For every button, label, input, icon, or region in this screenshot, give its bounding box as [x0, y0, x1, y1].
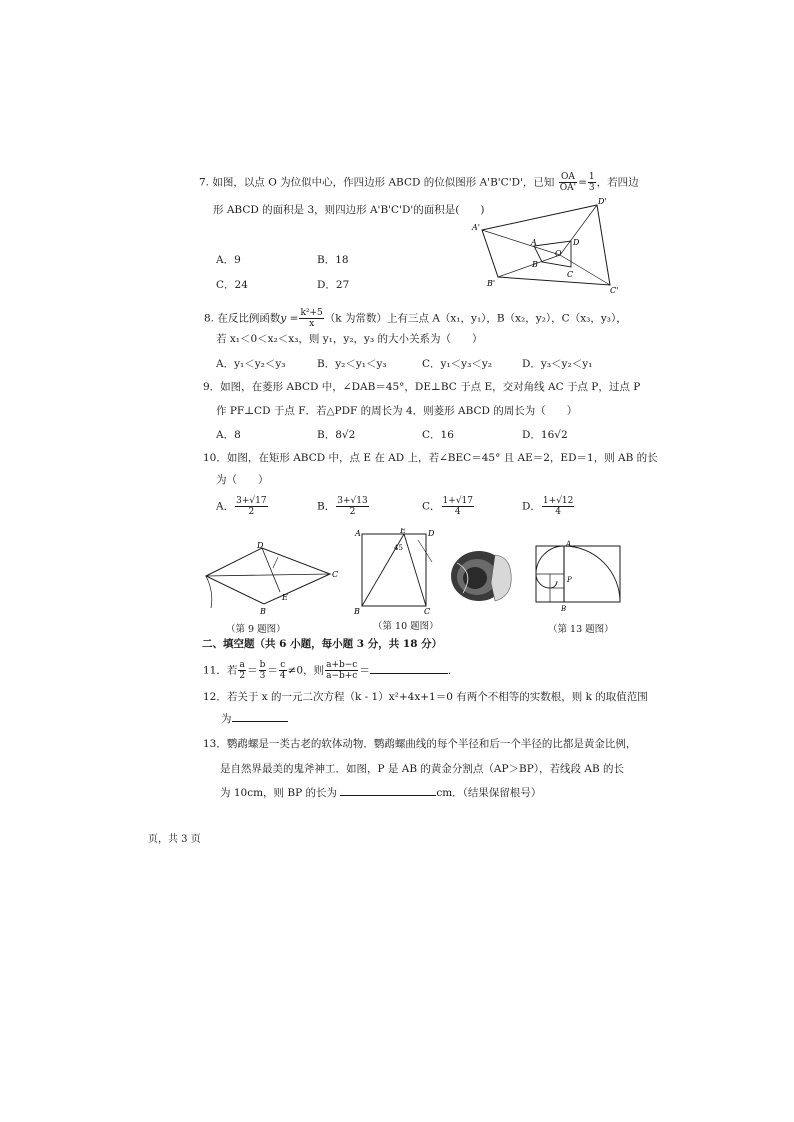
q7-label-b: B — [532, 260, 538, 269]
page-footer: 页，共 3 页 — [148, 834, 201, 845]
fig10-caption: （第 10 题图） — [373, 621, 439, 632]
q7-line1: 7. 如图，以点 O 为位似中心，作四边形 ABCD 的位似图形 A'B'C'D'，已知 $\frac{OA}{OA'}$ = $\frac{1}{3}$ ，若四边 — [199, 172, 639, 193]
q9-option-d: D．16√2 — [522, 429, 568, 441]
q9-label-b: B — [260, 607, 266, 616]
q7-option-c: C．24 — [216, 279, 248, 291]
q9-line1: 9．如图，在菱形 ABCD 中，∠DAB＝45°，DE⊥BC 于点 E，交对角线 AC 于点 P，过点 P — [203, 381, 641, 393]
shell-opening — [491, 555, 511, 601]
q10-label-a: A — [355, 529, 361, 538]
q9-option-c: C．16 — [422, 429, 454, 441]
q9-label-d: D — [257, 541, 264, 550]
q13-label-a: A — [566, 540, 572, 548]
q12-line1: 12．若关于 x 的一元二次方程（k - 1）x²+4x+1＝0 有两个不相等的实数根，则 k 的取值范围 — [203, 691, 648, 703]
nautilus-shell-image — [445, 543, 519, 605]
q8-option-d: D．y₃＜y₂＜y₁ — [522, 358, 593, 370]
q13-line3: 为 10cm，则 BP 的长为 cm．（结果保留根号） — [220, 787, 542, 799]
q12-answer-blank[interactable] — [232, 721, 288, 722]
q13-label-b: B — [561, 605, 567, 613]
q10-label-angle: 45 — [394, 544, 403, 552]
q8-fraction: $\frac{\text{k²+5}}{x}$ — [300, 308, 323, 329]
q8-option-a: A．y₁＜y₂＜y₃ — [216, 358, 286, 370]
q8-line2: 若 x₁＜0＜x₂＜x₃，则 y₁，y₂，y₃ 的大小关系为（ ） — [216, 333, 483, 345]
q10-line2: 为（ ） — [216, 474, 269, 486]
q9-line2: 作 PF⊥CD 于点 F．若△PDF 的周长为 4．则菱形 ABCD 的周长为（ ） — [216, 405, 578, 417]
q10-label-c: C — [424, 607, 431, 616]
q7-option-a: A．9 — [216, 254, 241, 266]
q11-line: 11．若 $\frac{a}{2}$ ＝ $\frac{b}{3}$ ＝ $\frac{c}{4}$ ≠0，则 $\frac{a+b-c}{a-b+c}$ ＝ ． — [203, 660, 459, 681]
fig9-caption: （第 9 题图） — [226, 624, 286, 635]
fig13-caption: （第 13 题图） — [548, 624, 614, 635]
q13-line2: 是自然界最美的鬼斧神工．如图，P 是 AB 的黄金分割点（AP＞BP），若线段 AB 的长 — [220, 763, 625, 775]
q13-line1: 13．鹦鹉螺是一类古老的软体动物．鹦鹉螺曲线的每个半径和后一个半径的比都是黄金比例， — [203, 738, 637, 750]
q9-figure-rhombus — [198, 538, 346, 616]
q10-option-d: D． $\frac{1+√12}{4}$ — [522, 496, 574, 517]
q9-label-e: E — [282, 593, 288, 602]
q7-label-c-prime: C' — [610, 286, 619, 295]
q12-line2: 为 — [221, 712, 288, 726]
q8-line1: 8. 在反比例函数y = $\frac{\text{k²+5}}{x}$ （k 为常数）上有三点 A（x₁，y₁），B（x₂，y₂），C（x₃，y₃）， — [204, 308, 627, 329]
q7-label-a: A — [531, 238, 537, 247]
q10-segment-ec — [404, 534, 426, 606]
q9-label-c: C — [332, 570, 339, 579]
q7-label-c: C — [567, 270, 574, 279]
q9-option-b: B．8√2 — [317, 429, 356, 441]
q7-ray-b — [498, 255, 560, 277]
q7-label-b-prime: B' — [487, 279, 496, 288]
q10-label-e: E — [400, 528, 406, 535]
q9-segment-de — [262, 548, 280, 592]
q7-line2: 形 ABCD 的面积是 3，则四边形 A'B'C'D'的面积是( ) — [213, 204, 485, 216]
q10-auxiliary-line — [418, 540, 432, 562]
q9-diagonal-ac — [206, 574, 330, 576]
q7-ray-a — [482, 230, 560, 255]
q7-option-b: B．18 — [317, 254, 349, 266]
q9-segment-pf — [273, 557, 278, 568]
section2-heading: 二、填空题（共 6 小题，每小题 3 分，共 18 分） — [202, 638, 443, 650]
q10-option-c: C． $\frac{1+√17}{4}$ — [422, 496, 474, 517]
q10-line1: 10．如图，在矩形 ABCD 中，点 E 在 AD 上，若∠BEC＝45° 且 AE＝2，ED＝1，则 AB 的长 — [203, 452, 658, 464]
q13-figure-golden-spiral — [533, 540, 623, 614]
q8-option-b: B．y₂＜y₁＜y₃ — [317, 358, 387, 370]
q10-option-b: B． $\frac{3+√13}{2}$ — [317, 496, 368, 517]
q7-option-d: D．27 — [317, 279, 350, 291]
q7-figure-quadrilaterals — [470, 195, 620, 295]
q7-label-o: O — [555, 249, 562, 258]
q10-figure-rectangle — [352, 528, 436, 616]
q7-ray-d — [560, 205, 597, 255]
q7-big-quad — [482, 205, 610, 285]
q8-option-c: C．y₁＜y₃＜y₂ — [422, 358, 492, 370]
q10-label-b: B — [354, 607, 360, 616]
q7-small-quad — [534, 241, 571, 267]
q11-answer-blank[interactable] — [370, 673, 448, 674]
q7-fraction-third: $\frac{1}{3}$ — [588, 172, 595, 193]
q7-label-d-prime: D' — [598, 197, 607, 206]
q9-option-a: A．8 — [216, 429, 241, 441]
q7-label-d: D — [573, 238, 580, 247]
q10-option-a: A． $\frac{3+√17}{2}$ — [216, 496, 267, 517]
q7-text-b: ，若四边 — [596, 176, 639, 189]
q7-text-a: 7. 如图，以点 O 为位似中心，作四边形 ABCD 的位似图形 A'B'C'D'，已知 — [199, 176, 555, 189]
q9-arc — [206, 576, 212, 608]
q7-fraction-oa: $\frac{OA}{OA'}$ — [559, 172, 577, 193]
q13-answer-blank[interactable] — [340, 795, 436, 796]
q10-label-d: D — [428, 529, 435, 538]
q7-label-a-prime: A' — [472, 223, 480, 232]
q13-label-p: P — [567, 576, 572, 584]
